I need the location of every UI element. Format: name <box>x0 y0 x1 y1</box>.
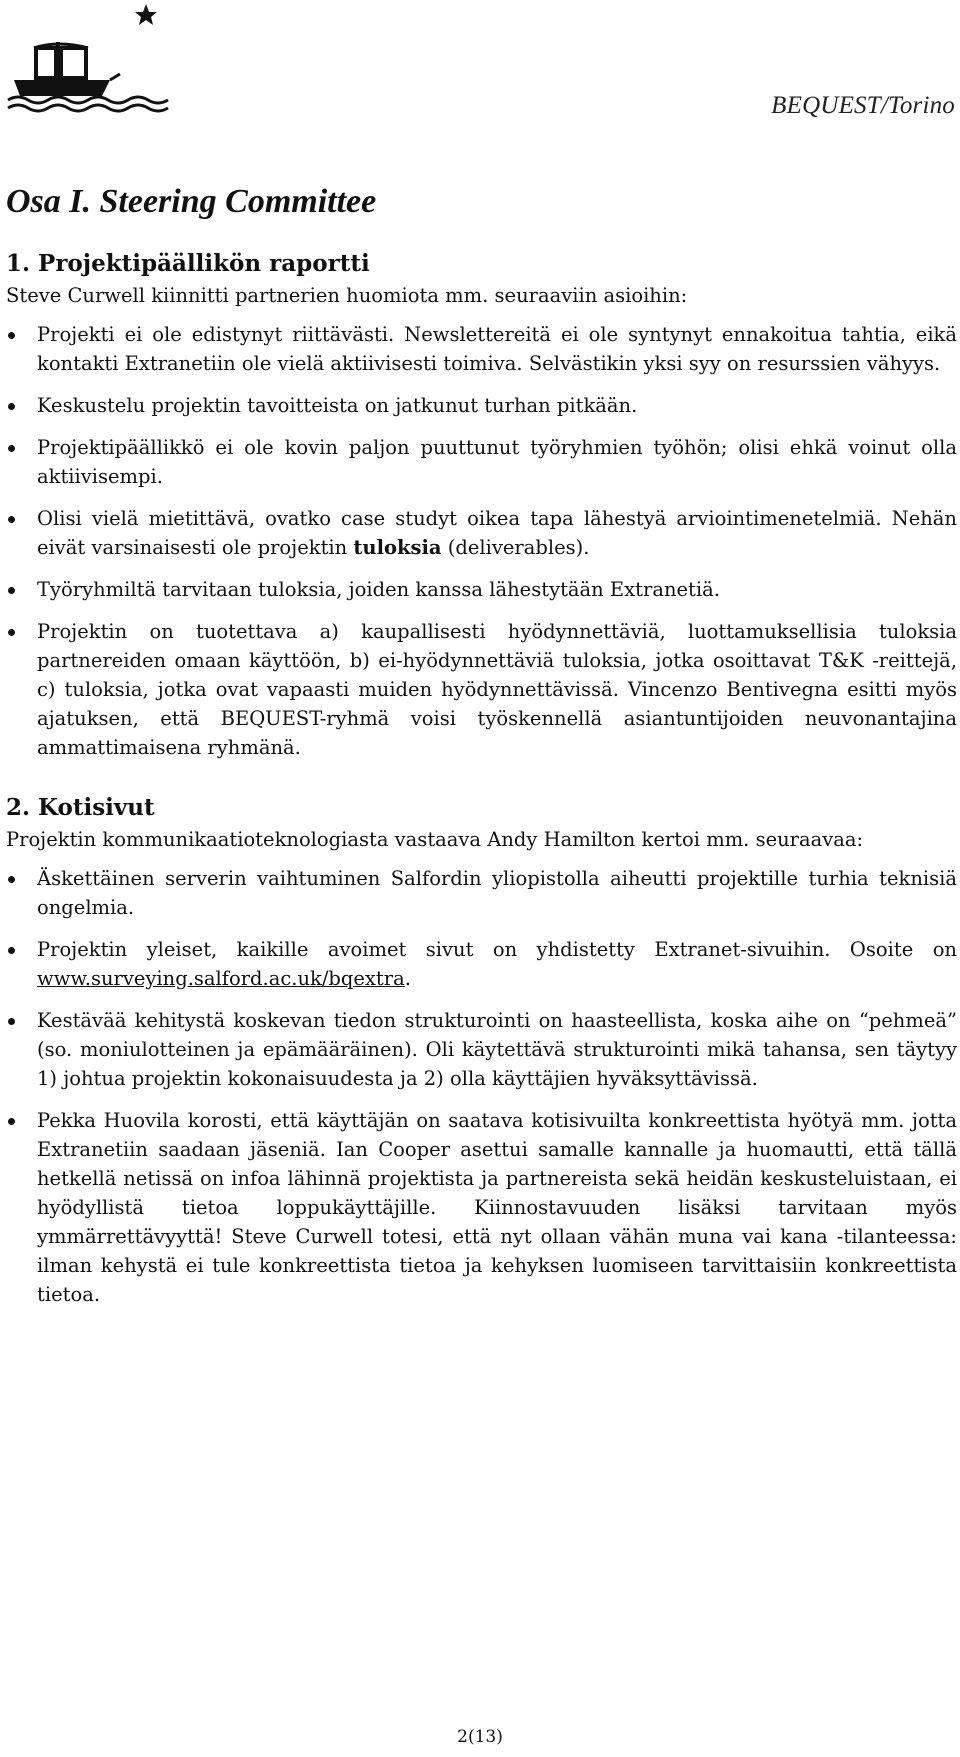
list-item <box>6 1006 957 1093</box>
extranet-link[interactable]: www.surveying.salford.ac.uk/bqextra <box>37 967 405 990</box>
list-item <box>6 617 957 762</box>
list-item-text: Kestävää kehitystä koskevan tiedon strukturointi on haasteellista, koska aihe on “pehmeä” (so. moniulotteinen ja epämääräinen). Oli käytettävä strukturointi mikä tahansa, sen täytyy 1) johtua projektin kokonaisuudesta ja 2) olla käyttäjien hyväksyttävissä. <box>37 1009 957 1090</box>
list-item-text: Työryhmiltä tarvitaan tuloksia, joiden kanssa lähestytään Extranetiä. <box>37 578 720 601</box>
list-item-text: Pekka Huovila korosti, että käyttäjän on saatava kotisivuilta konkreettista hyötyä mm. jotta Extranetiin saadaan jäseniä. Ian Cooper asettui samalle kannalle ja huomautti, että tällä hetkellä netissä on infoa lähinnä projektista ja partnereista sekä heidän keskusteluistaan, ei hyödyllistä tietoa loppukäyttäjille. Kiinnostavuuden lisäksi tarvitaan myös ymmärrettävyyttä! Steve Curwell totesi, että nyt ollaan vähän muna vai kana -tilanteessa: ilman kehystä ei tule konkreettista tietoa ja kehyksen luomiseen tarvittaisiin konkreettista tietoa. <box>37 1109 957 1306</box>
page-number: 2(13) <box>457 1727 503 1747</box>
list-item <box>6 433 957 491</box>
list-item <box>6 864 957 922</box>
bullet-icon <box>8 445 15 452</box>
list-item-text: Projektin yleiset, kaikille avoimet sivut on yhdistetty Extranet-sivuihin. Osoite on <box>37 938 957 961</box>
bullet-icon <box>8 629 15 636</box>
bullet-icon <box>8 947 15 954</box>
ship-logo-icon <box>6 0 176 115</box>
list-item-text: Keskustelu projektin tavoitteista on jatkunut turhan pitkään. <box>37 394 638 417</box>
list-item <box>6 935 957 993</box>
list-item <box>6 320 957 378</box>
bullet-icon <box>8 403 15 410</box>
section-title: 1. Projektipäällikön raportti <box>6 250 370 277</box>
list-item-text: Projektin on tuotettava a) kaupallisesti hyödynnettäviä, luottamuksellisia tuloksia partnereiden omaan käyttöön, b) ei-hyödynnettäviä tuloksia, jotka osoittavat T&K -reittejä, c) tuloksia, jotka ovat vapaasti muiden hyödynnettävissä. Vincenzo Bentivegna esitti myös ajatuksen, että BEQUEST-ryhmä voisi työskennellä asiantuntijoiden neuvonantajina ammattimaisena ryhmänä. <box>37 620 957 759</box>
bullet-icon <box>8 1118 15 1125</box>
bullet-icon <box>8 332 15 339</box>
main-content <box>6 180 957 1322</box>
bullet-icon <box>8 876 15 883</box>
part-title: Osa I. Steering Committee <box>6 183 377 220</box>
list-item-text: (deliverables). <box>441 536 590 559</box>
section-intro: Steve Curwell kiinnitti partnerien huomiota mm. seuraaviin asioihin: <box>6 284 688 307</box>
bullet-icon <box>8 516 15 523</box>
bullet-icon <box>8 1018 15 1025</box>
list-item <box>6 575 957 604</box>
list-item <box>6 1106 957 1309</box>
list-item <box>6 504 957 562</box>
header-title: BEQUEST/Torino <box>771 92 955 119</box>
list-item <box>6 391 957 420</box>
bullet-icon <box>8 587 15 594</box>
section-intro: Projektin kommunikaatioteknologiasta vastaava Andy Hamilton kertoi mm. seuraavaa: <box>6 828 864 851</box>
section-title: 2. Kotisivut <box>6 794 155 821</box>
list-item-text: Äskettäinen serverin vaihtuminen Salfordin yliopistolla aiheutti projektille turhia teknisiä ongelmia. <box>37 867 957 919</box>
list-item-text: Olisi vielä mietittävä, ovatko case studyt oikea tapa lähestyä arviointimenetelmiä. Nehän eivät varsinaisesti ole projektin <box>37 507 957 559</box>
list-item-text: . <box>404 967 411 990</box>
list-item-text: Projekti ei ole edistynyt riittävästi. Newslettereitä ei ole syntynyt ennakoitua tahtia, eikä kontakti Extranetiin ole vielä aktiivisesti toimiva. Selvästikin yksi syy on resurssien vähyys. <box>37 323 957 375</box>
emphasis-text: tuloksia <box>353 536 442 559</box>
bullet-list <box>6 320 957 762</box>
list-item-text: Projektipäällikkö ei ole kovin paljon puuttunut työryhmien työhön; olisi ehkä voinut olla aktiivisempi. <box>37 436 957 488</box>
bullet-list <box>6 864 957 1309</box>
